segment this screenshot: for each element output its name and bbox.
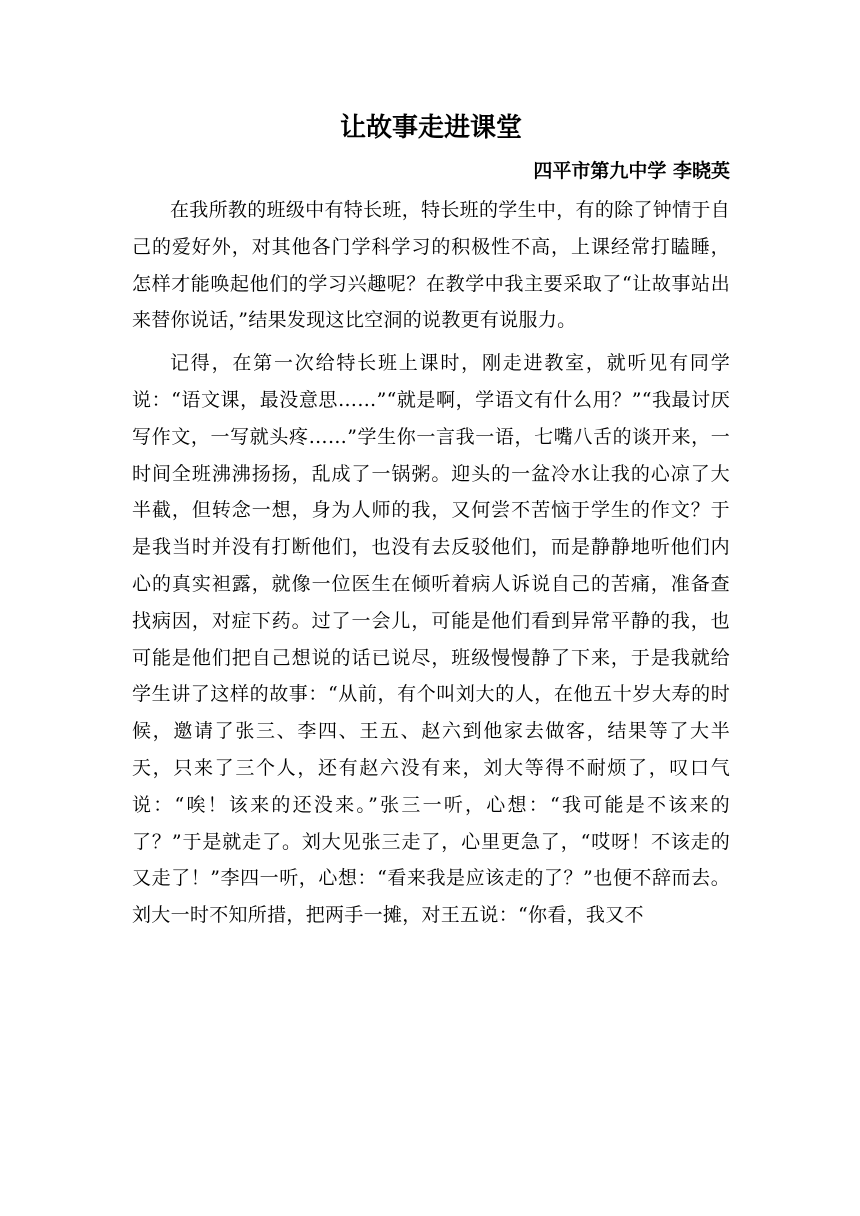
paragraph-intro: 在我所教的班级中有特长班，特长班的学生中，有的除了钟情于自己的爱好外，对其他各门学科学习的积极性不高，上课经常打瞌睡，怎样才能唤起他们的学习兴趣呢？在教学中我主要采取了“让故事站出来替你说话，”结果发现这比空洞的说教更有说服力。 xyxy=(132,199,730,332)
document-body xyxy=(132,192,730,934)
author-line: 四平市第九中学 李晓英 xyxy=(533,160,730,182)
document-title: 让故事走进课堂 xyxy=(339,113,522,143)
paragraph-story: 记得，在第一次给特长班上课时，刚走进教室，就听见有同学说：“语文课，最没意思……”“就是啊，学语文有什么用？”“我最讨厌写作文，一写就头疼……”学生你一言我一语，七嘴八舌的谈开来，一时间全班沸沸扬扬，乱成了一锅粥。迎头的一盆冷水让我的心凉了大半截，但转念一想，身为人师的我，又何尝不苦恼于学生的作文？于是我当时并没有打断他们，也没有去反驳他们，而是静静地听他们内心的真实袒露，就像一位医生在倾听着病人诉说自己的苦痛，准备查找病因，对症下药。过了一会儿，可能是他们看到异常平静的我，也可能是他们把自己想说的话已说尽，班级慢慢静了下来，于是我就给学生讲了这样的故事：“从前，有个叫刘大的人，在他五十岁大寿的时候，邀请了张三、李四、王五、赵六到他家去做客，结果等了大半天，只来了三个人，还有赵六没有来，刘大等得不耐烦了，叹口气说：“唉！该来的还没来。”张三一听，心想：“我可能是不该来的了？”于是就走了。刘大见张三走了，心里更急了，“哎呀！不该走的又走了！”李四一听，心想：“看来我是应该走的了？”也便不辞而去。刘大一时不知所措，把两手一摊，对王五说：“你看，我又不 xyxy=(132,352,730,927)
document-page xyxy=(132,110,730,934)
